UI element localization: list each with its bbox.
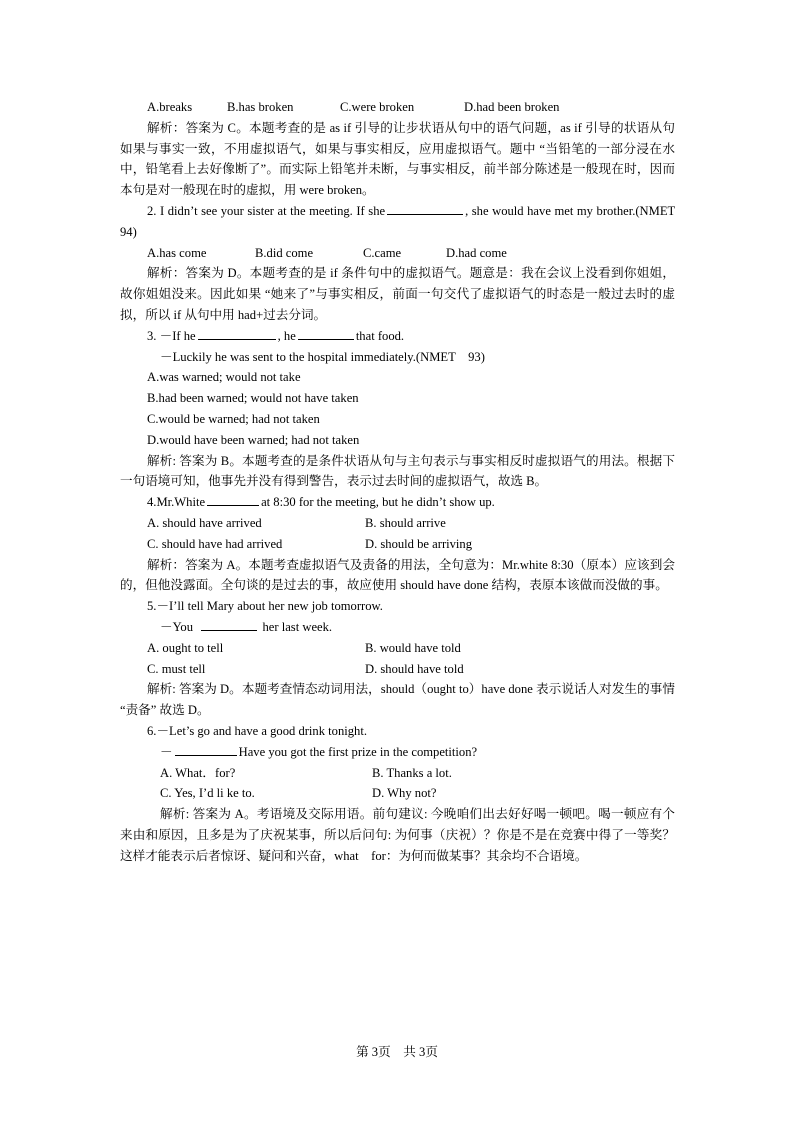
q3-analysis: 解析: 答案为 B。本题考查的是条件状语从句与主句表示与事实相反时虚拟语气的用法。根据下一句语境可知，他事先并没有得到警告，表示过去时间的虚拟语气，故选 B。 — [120, 453, 675, 489]
q2-blank — [387, 201, 463, 215]
q3-reply: －Luckily he was sent to the hospital immediately.(NMET 93) — [160, 349, 485, 364]
q3-stem-part2: , he — [277, 328, 296, 343]
q4-option-d: D. should be arriving — [365, 536, 473, 551]
q4-option-b: B. should arrive — [365, 515, 446, 530]
q6-reply-part1: － — [160, 744, 173, 759]
q1-option-a: A.breaks — [147, 100, 193, 114]
q5-option-a: A. ought to tell — [147, 640, 224, 655]
q2-option-b: B.did come — [255, 245, 314, 260]
q4-options-row2 — [120, 534, 675, 555]
q3-stem — [120, 326, 675, 347]
q5-option-c: C. must tell — [147, 661, 206, 676]
q2-option-a: A.has come — [147, 245, 207, 260]
q1-option-c: C.were broken — [340, 100, 415, 114]
q1-options — [120, 97, 675, 118]
q3-stem-part1: 3. －If he — [147, 328, 196, 343]
q2-option-c: C.came — [363, 245, 402, 260]
q6-option-c: C. Yes, I’d li ke to. — [160, 786, 255, 801]
q4-analysis: 解析：答案为 A。本题考查虚拟语气及责备的用法，全句意为：Mr.white 8:30（原本）应该到会的，但他没露面。全句谈的是过去的事，故应使用 should have done 结构，表原本该做而没做的事。 — [120, 557, 675, 593]
q6-option-a: A. What．for? — [160, 765, 236, 780]
q6-option-d: D. Why not? — [372, 786, 437, 801]
q5-option-d: D. should have told — [365, 661, 464, 676]
q6-analysis: 解析: 答案为 A。考语境及交际用语。前句建议: 今晚咱们出去好好喝一顿吧。喝一顿应有个来由和原因，且多是为了庆祝某事，所以后问句: 为何事（庆祝）？你是不是在竞赛中得了一等奖？这样才能表示后者惊讶、疑问和兴奋，what for：为何而做某事？其余均不合语境。 — [120, 807, 675, 863]
q4-options-row1 — [120, 513, 675, 534]
q2-analysis: 解析：答案为 D。本题考查的是 if 条件句中的虚拟语气。题意是：我在会议上没看到你姐姐，故你姐姐没来。因此如果 “她来了”与事实相反，前面一句交代了虚拟语气的时态是一般过去时的虚拟，所以 if 从句中用 had+过去分词。 — [120, 266, 675, 322]
q5-options-row2 — [120, 659, 675, 680]
q2-options — [120, 243, 675, 264]
page-content — [120, 97, 688, 866]
q3-option-a: A.was warned; would not take — [147, 370, 301, 385]
q3-stem-part3: that food. — [355, 328, 405, 343]
q1-option-b: B.has broken — [227, 100, 294, 114]
q6-option-b: B. Thanks a lot. — [372, 765, 452, 780]
q6-options-row2 — [120, 783, 675, 804]
q6-reply — [120, 742, 675, 763]
q2-stem-part2: , she would have met my brother.(NMET 94) — [120, 203, 688, 239]
q3-blank-2 — [298, 326, 354, 340]
q5-options-row1 — [120, 638, 675, 659]
q1-option-d: D.had been broken — [464, 100, 560, 114]
q4-stem — [120, 492, 675, 513]
q5-option-b: B. would have told — [365, 640, 461, 655]
q1-analysis: 解析：答案为 C。本题考查的是 as if 引导的让步状语从句中的语气问题，as if 引导的状语从句如果与事实一致，不用虚拟语气，如果与事实相反，应用虚拟语气。题中 “当铅笔的一部分浸在水中，铅笔看上去好像断了”。而实际上铅笔并未断，与事实相反，前半部分陈述是一般现在时，因而本句是对一般现在时的虚拟，用 were broken。 — [120, 120, 675, 198]
q6-blank — [175, 742, 237, 756]
q4-stem-part1: 4.Mr.White — [147, 495, 206, 510]
q5-blank — [201, 617, 257, 631]
q4-blank — [207, 492, 259, 506]
page-footer: 第 3页 共 3页 — [356, 1045, 438, 1059]
q6-stem: 6.－Let’s go and have a good drink tonight. — [147, 723, 368, 738]
q2-option-d: D.had come — [446, 245, 507, 260]
q6-options-row1 — [120, 763, 675, 784]
q3-option-c: C.would be warned; had not taken — [147, 411, 320, 426]
q2-stem — [120, 201, 688, 243]
q5-analysis: 解析: 答案为 D。本题考查情态动词用法，should（ought to）have done 表示说话人对发生的事情 “责备” 故选 D。 — [120, 682, 675, 718]
q3-blank-1 — [198, 326, 276, 340]
q4-option-c: C. should have had arrived — [147, 536, 283, 551]
q5-reply — [120, 617, 675, 638]
q3-option-b: B.had been warned; would not have taken — [147, 391, 359, 406]
q5-stem: 5.－I’ll tell Mary about her new job tomorrow. — [147, 599, 383, 614]
q3-option-d: D.would have been warned; had not taken — [147, 432, 360, 447]
q4-stem-part2: at 8:30 for the meeting, but he didn’t show up. — [261, 495, 495, 510]
q5-reply-part2: her last week. — [262, 619, 333, 634]
q2-stem-part1: 2. I didn’t see your sister at the meeting. If she — [147, 203, 386, 218]
q4-option-a: A. should have arrived — [147, 515, 262, 530]
q5-reply-part1: －You — [160, 619, 194, 634]
q6-reply-part2: Have you got the first prize in the competition? — [238, 744, 478, 759]
